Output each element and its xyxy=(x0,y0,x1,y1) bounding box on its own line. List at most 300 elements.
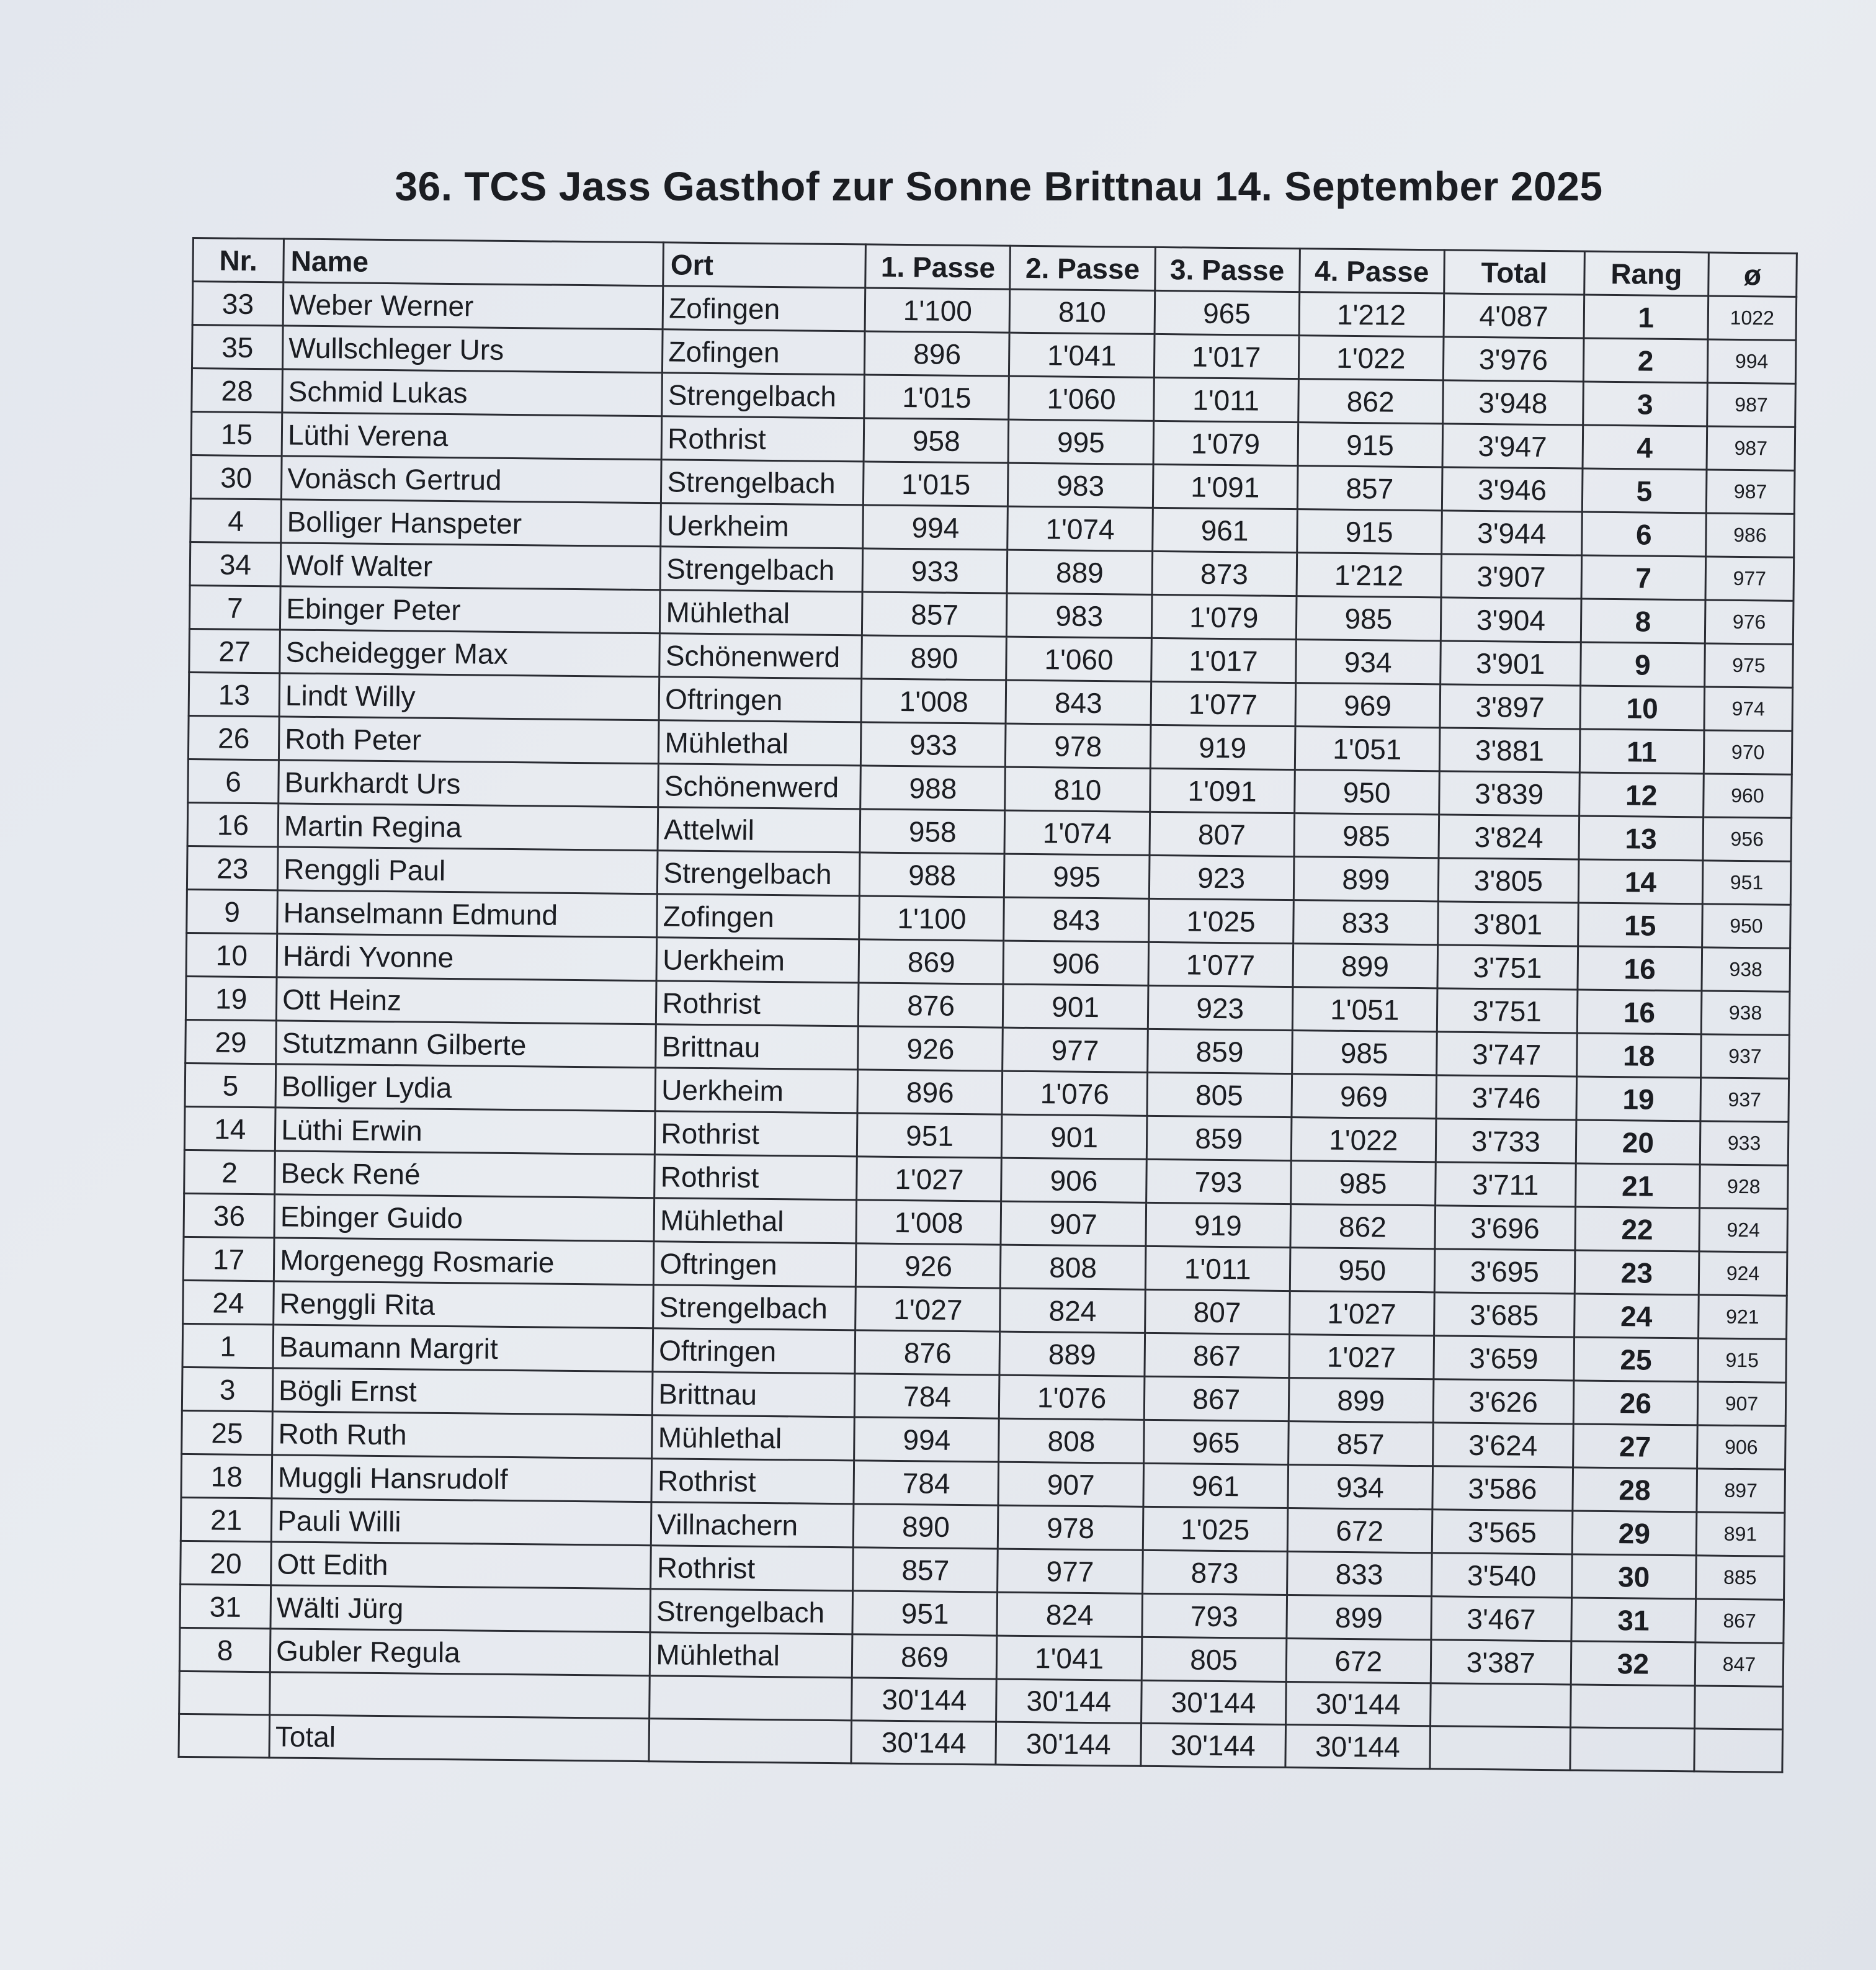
cell-passe-3: 1'091 xyxy=(1153,464,1298,509)
cell-passe-2: 907 xyxy=(998,1462,1143,1507)
cell-average: 915 xyxy=(1698,1338,1787,1382)
cell-passe-3: 919 xyxy=(1150,725,1295,769)
cell-passe-3: 1'025 xyxy=(1143,1507,1288,1551)
cell-passe-4: 934 xyxy=(1288,1465,1433,1510)
cell-nr: 17 xyxy=(183,1237,274,1281)
header-passe-3: 3. Passe xyxy=(1155,247,1300,292)
header-name: Name xyxy=(284,239,664,286)
cell-passe-3: 1'091 xyxy=(1150,768,1295,813)
cell-name: Muggli Hansrudolf xyxy=(272,1455,652,1502)
cell-passe-3: 1'077 xyxy=(1151,681,1296,726)
cell-rang: 1 xyxy=(1584,295,1708,339)
cell-name: Roth Peter xyxy=(279,717,659,764)
cell-rang: 15 xyxy=(1578,903,1702,947)
cell-ort: Strengelbach xyxy=(650,1589,853,1634)
cell-average: 906 xyxy=(1697,1425,1785,1469)
cell-passe-4: 1'022 xyxy=(1298,336,1444,380)
header-rang: Rang xyxy=(1584,251,1709,296)
total-rang xyxy=(1570,1727,1695,1771)
cell-passe-1: 857 xyxy=(862,592,1007,637)
cell-passe-2: 810 xyxy=(1005,767,1150,812)
cell-passe-2: 843 xyxy=(1006,680,1151,725)
cell-name: Lindt Willy xyxy=(279,673,659,720)
cell-passe-2: 995 xyxy=(1004,854,1150,898)
cell-passe-4: 857 xyxy=(1297,466,1442,511)
cell-rang: 28 xyxy=(1573,1467,1697,1512)
cell-passe-3: 1'077 xyxy=(1148,942,1293,987)
cell-passe-3: 1'025 xyxy=(1148,898,1293,943)
cell-name: Vonäsch Gertrud xyxy=(281,456,661,503)
cell-passe-4: 1'051 xyxy=(1292,987,1437,1032)
cell-passe-4: 899 xyxy=(1293,944,1438,988)
cell-passe-3: 793 xyxy=(1141,1593,1287,1638)
cell-passe-4: 862 xyxy=(1290,1204,1436,1249)
cell-total: 3'751 xyxy=(1437,988,1578,1033)
cell-ort: Attelwil xyxy=(658,807,860,853)
cell-total: 3'746 xyxy=(1436,1075,1577,1120)
cell-passe-3: 805 xyxy=(1147,1072,1292,1117)
cell-passe-3: 867 xyxy=(1145,1333,1290,1377)
results-table xyxy=(177,237,1797,1773)
cell-passe-4: 969 xyxy=(1295,683,1440,728)
cell-average: 986 xyxy=(1706,513,1795,557)
cell-passe-3: 805 xyxy=(1141,1637,1287,1681)
cell-passe-1: 926 xyxy=(856,1243,1001,1288)
cell-nr: 10 xyxy=(186,933,277,977)
cell-name: Burkhardt Urs xyxy=(279,760,659,807)
cell-passe-1: 994 xyxy=(854,1417,999,1462)
cell-nr: 13 xyxy=(189,672,280,716)
cell-passe-4: 899 xyxy=(1293,857,1439,902)
cell-nr: 31 xyxy=(180,1584,271,1628)
cell-passe-1: 857 xyxy=(853,1547,998,1592)
cell-nr: 20 xyxy=(181,1541,272,1585)
cell-rang: 29 xyxy=(1572,1511,1697,1556)
cell-nr: 9 xyxy=(187,889,278,933)
cell-nr: 18 xyxy=(181,1454,272,1498)
cell-passe-3: 793 xyxy=(1146,1159,1291,1204)
cell-average: 987 xyxy=(1707,426,1795,470)
cell-total: 3'944 xyxy=(1441,511,1582,555)
header-nr: Nr. xyxy=(193,238,284,282)
cell-nr: 19 xyxy=(185,976,277,1020)
cell-passe-2: 906 xyxy=(1001,1158,1146,1202)
cell-passe-4: 672 xyxy=(1286,1639,1431,1683)
cell-total: 3'711 xyxy=(1435,1162,1576,1207)
subtotal-name xyxy=(270,1672,650,1719)
cell-passe-1: 876 xyxy=(855,1330,1000,1375)
cell-passe-3: 1'011 xyxy=(1153,377,1298,422)
cell-ort: Zofingen xyxy=(657,894,860,939)
cell-nr: 8 xyxy=(179,1627,270,1672)
cell-name: Ebinger Peter xyxy=(280,586,660,634)
cell-total: 3'805 xyxy=(1438,858,1579,903)
cell-rang: 13 xyxy=(1579,816,1704,861)
cell-name: Härdi Yvonne xyxy=(277,934,657,981)
cell-passe-1: 926 xyxy=(858,1026,1003,1071)
cell-average: 994 xyxy=(1707,339,1796,383)
cell-rang: 16 xyxy=(1577,990,1702,1034)
cell-passe-3: 1'011 xyxy=(1145,1246,1290,1291)
cell-total: 3'467 xyxy=(1431,1596,1572,1641)
cell-passe-1: 933 xyxy=(861,722,1006,767)
cell-ort: Oftringen xyxy=(659,677,862,722)
cell-passe-2: 1'041 xyxy=(997,1636,1142,1680)
cell-passe-1: 994 xyxy=(863,505,1008,550)
cell-rang: 31 xyxy=(1571,1598,1696,1642)
cell-ort: Strengelbach xyxy=(660,547,863,592)
cell-name: Lüthi Verena xyxy=(282,413,662,460)
cell-total: 3'904 xyxy=(1440,598,1581,642)
cell-passe-4: 915 xyxy=(1298,423,1443,467)
cell-average: 975 xyxy=(1705,643,1793,687)
cell-passe-4: 985 xyxy=(1296,596,1441,641)
cell-passe-1: 784 xyxy=(855,1374,1000,1418)
cell-passe-3: 873 xyxy=(1152,551,1297,596)
cell-passe-1: 933 xyxy=(862,548,1007,593)
cell-passe-3: 859 xyxy=(1146,1116,1292,1160)
cell-passe-2: 983 xyxy=(1007,593,1152,638)
cell-average: 970 xyxy=(1704,730,1792,774)
cell-passe-2: 1'041 xyxy=(1009,333,1155,377)
cell-passe-2: 978 xyxy=(1006,723,1151,768)
subtotal-nr xyxy=(179,1671,270,1714)
cell-average: 907 xyxy=(1697,1382,1786,1426)
cell-passe-2: 824 xyxy=(997,1592,1142,1637)
cell-passe-4: 672 xyxy=(1287,1508,1432,1553)
cell-nr: 7 xyxy=(189,585,280,629)
cell-total: 3'387 xyxy=(1431,1640,1571,1685)
cell-average: 891 xyxy=(1696,1512,1785,1556)
cell-nr: 3 xyxy=(182,1367,273,1411)
cell-rang: 24 xyxy=(1574,1294,1699,1338)
cell-name: Ott Edith xyxy=(271,1542,651,1589)
cell-ort: Mühlethal xyxy=(659,720,862,766)
cell-passe-2: 889 xyxy=(999,1332,1145,1376)
cell-name: Bögli Ernst xyxy=(272,1368,653,1415)
cell-ort: Uerkheim xyxy=(661,503,864,548)
cell-average: 924 xyxy=(1699,1251,1787,1296)
cell-passe-1: 1'027 xyxy=(857,1157,1002,1201)
cell-name: Renggli Paul xyxy=(277,847,658,894)
cell-nr: 15 xyxy=(191,412,282,456)
cell-total: 4'087 xyxy=(1444,293,1584,338)
cell-average: 867 xyxy=(1695,1599,1784,1643)
total-passe-4: 30'144 xyxy=(1285,1725,1431,1769)
cell-name: Morgenegg Rosmarie xyxy=(274,1238,654,1285)
cell-ort: Mühlethal xyxy=(650,1632,853,1678)
cell-ort: Brittnau xyxy=(656,1024,859,1070)
cell-nr: 26 xyxy=(188,715,279,759)
cell-nr: 29 xyxy=(185,1019,277,1063)
cell-name: Ott Heinz xyxy=(276,977,656,1024)
cell-name: Bolliger Hanspeter xyxy=(281,499,661,547)
cell-passe-3: 867 xyxy=(1144,1376,1289,1421)
cell-total: 3'801 xyxy=(1437,902,1578,946)
cell-ort: Mühlethal xyxy=(654,1198,857,1243)
cell-passe-2: 843 xyxy=(1004,897,1149,942)
cell-passe-4: 1'212 xyxy=(1299,292,1444,337)
cell-average: 974 xyxy=(1704,687,1793,731)
cell-ort: Villnachern xyxy=(651,1502,854,1547)
cell-ort: Rothrist xyxy=(655,1111,858,1157)
cell-passe-1: 1'100 xyxy=(865,288,1010,333)
cell-ort: Mühlethal xyxy=(660,590,863,635)
cell-name: Scheidegger Max xyxy=(280,630,660,677)
cell-ort: Schönenwerd xyxy=(659,634,862,679)
cell-ort: Rothrist xyxy=(661,416,864,462)
cell-rang: 18 xyxy=(1576,1033,1701,1078)
cell-passe-2: 808 xyxy=(999,1418,1144,1463)
cell-name: Wolf Walter xyxy=(280,543,661,590)
cell-ort: Rothrist xyxy=(656,981,859,1026)
cell-rang: 19 xyxy=(1576,1077,1701,1121)
cell-rang: 3 xyxy=(1583,382,1707,426)
cell-passe-3: 1'017 xyxy=(1154,334,1299,378)
cell-name: Bolliger Lydia xyxy=(275,1064,656,1111)
cell-nr: 24 xyxy=(183,1280,274,1324)
cell-nr: 23 xyxy=(187,846,278,890)
cell-passe-3: 965 xyxy=(1143,1420,1289,1464)
cell-average: 924 xyxy=(1699,1208,1788,1252)
cell-ort: Rothrist xyxy=(651,1546,854,1591)
header-ort: Ort xyxy=(663,243,866,288)
total-passe-3: 30'144 xyxy=(1140,1723,1285,1767)
cell-passe-1: 876 xyxy=(859,983,1004,1028)
cell-nr: 14 xyxy=(184,1106,275,1150)
header-passe-4: 4. Passe xyxy=(1299,249,1444,293)
cell-passe-1: 951 xyxy=(857,1113,1003,1158)
cell-passe-3: 961 xyxy=(1152,508,1297,552)
cell-passe-4: 985 xyxy=(1294,813,1439,858)
cell-nr: 30 xyxy=(190,455,282,499)
cell-passe-3: 919 xyxy=(1146,1202,1291,1247)
header-total: Total xyxy=(1444,250,1584,295)
cell-nr: 21 xyxy=(181,1497,272,1541)
cell-rang: 2 xyxy=(1583,338,1708,383)
cell-passe-2: 889 xyxy=(1007,550,1153,594)
cell-total: 3'624 xyxy=(1432,1423,1573,1467)
cell-passe-3: 1'079 xyxy=(1153,421,1298,465)
cell-passe-4: 1'027 xyxy=(1289,1291,1434,1336)
cell-passe-3: 1'017 xyxy=(1151,638,1296,683)
cell-passe-2: 906 xyxy=(1003,941,1148,985)
cell-passe-1: 869 xyxy=(852,1634,998,1679)
cell-average: 847 xyxy=(1695,1642,1784,1686)
cell-name: Hanselmann Edmund xyxy=(277,890,658,938)
cell-total: 3'586 xyxy=(1432,1466,1573,1511)
cell-name: Weber Werner xyxy=(283,282,663,329)
cell-rang: 12 xyxy=(1579,772,1704,817)
cell-name: Martin Regina xyxy=(278,804,658,851)
cell-passe-3: 873 xyxy=(1142,1550,1287,1595)
cell-passe-3: 807 xyxy=(1150,812,1295,856)
cell-rang: 7 xyxy=(1581,555,1706,600)
cell-total: 3'695 xyxy=(1434,1249,1575,1294)
results-table-wrapper xyxy=(177,237,1797,1773)
cell-passe-1: 958 xyxy=(864,418,1009,463)
cell-nr: 4 xyxy=(190,498,282,542)
cell-passe-2: 824 xyxy=(1000,1288,1145,1333)
cell-rang: 30 xyxy=(1571,1554,1696,1599)
cell-total: 3'824 xyxy=(1439,815,1579,859)
total-nr xyxy=(179,1714,270,1757)
cell-passe-4: 899 xyxy=(1287,1595,1432,1640)
cell-name: Gubler Regula xyxy=(270,1629,650,1676)
cell-average: 960 xyxy=(1703,774,1792,818)
total-passe-2: 30'144 xyxy=(996,1722,1141,1766)
cell-ort: Zofingen xyxy=(663,286,865,331)
cell-passe-2: 978 xyxy=(998,1505,1143,1550)
cell-nr: 36 xyxy=(184,1193,275,1237)
cell-total: 3'947 xyxy=(1442,424,1583,468)
cell-passe-4: 934 xyxy=(1295,640,1440,684)
cell-passe-4: 950 xyxy=(1294,770,1439,815)
cell-total: 3'696 xyxy=(1435,1206,1576,1250)
cell-passe-4: 969 xyxy=(1292,1074,1437,1119)
cell-passe-1: 1'008 xyxy=(861,679,1006,723)
cell-rang: 27 xyxy=(1573,1424,1697,1469)
cell-total: 3'881 xyxy=(1439,728,1580,772)
cell-total: 3'901 xyxy=(1440,641,1581,686)
cell-passe-4: 857 xyxy=(1288,1422,1433,1466)
cell-passe-4: 1'212 xyxy=(1297,553,1442,598)
cell-average: 937 xyxy=(1700,1034,1789,1078)
cell-nr: 35 xyxy=(192,325,283,369)
cell-total: 3'897 xyxy=(1440,684,1581,729)
cell-passe-1: 1'027 xyxy=(855,1287,1001,1332)
cell-passe-1: 1'015 xyxy=(864,462,1009,506)
cell-nr: 34 xyxy=(190,542,281,586)
cell-nr: 28 xyxy=(192,369,283,413)
cell-passe-4: 833 xyxy=(1287,1552,1432,1596)
cell-rang: 11 xyxy=(1579,729,1704,774)
subtotal-passe-1: 30'144 xyxy=(852,1678,997,1722)
cell-average: 937 xyxy=(1700,1078,1789,1122)
cell-passe-4: 899 xyxy=(1289,1378,1434,1423)
cell-passe-4: 950 xyxy=(1290,1248,1435,1292)
cell-passe-1: 896 xyxy=(865,331,1010,376)
cell-passe-4: 1'022 xyxy=(1291,1117,1436,1162)
header-average: ø xyxy=(1708,253,1797,297)
subtotal-ort xyxy=(650,1676,852,1721)
cell-total: 3'976 xyxy=(1443,337,1584,382)
cell-passe-2: 995 xyxy=(1009,419,1154,464)
cell-passe-1: 988 xyxy=(860,853,1005,897)
cell-average: 956 xyxy=(1703,817,1792,861)
cell-passe-3: 965 xyxy=(1155,290,1300,335)
cell-passe-2: 810 xyxy=(1010,289,1155,334)
header-passe-1: 1. Passe xyxy=(865,244,1011,289)
cell-total: 3'540 xyxy=(1431,1553,1572,1598)
cell-name: Schmid Lukas xyxy=(282,369,663,416)
cell-average: 933 xyxy=(1700,1121,1789,1165)
cell-passe-3: 923 xyxy=(1149,855,1294,900)
cell-nr: 1 xyxy=(182,1323,274,1368)
subtotal-rang xyxy=(1570,1685,1695,1729)
cell-total: 3'946 xyxy=(1442,467,1583,512)
cell-ort: Mühlethal xyxy=(652,1415,855,1461)
cell-ort: Strengelbach xyxy=(662,373,865,418)
cell-passe-3: 859 xyxy=(1147,1029,1292,1073)
cell-ort: Brittnau xyxy=(653,1372,855,1417)
cell-average: 951 xyxy=(1702,861,1791,905)
cell-rang: 22 xyxy=(1575,1207,1700,1251)
cell-average: 950 xyxy=(1702,904,1790,948)
cell-passe-4: 1'027 xyxy=(1289,1335,1434,1379)
cell-rang: 23 xyxy=(1574,1250,1699,1295)
cell-total: 3'565 xyxy=(1432,1510,1573,1554)
cell-rang: 4 xyxy=(1583,425,1707,470)
cell-passe-1: 1'008 xyxy=(856,1200,1001,1245)
cell-average: 976 xyxy=(1705,600,1793,644)
cell-passe-3: 807 xyxy=(1145,1289,1290,1334)
cell-average: 921 xyxy=(1698,1295,1787,1339)
cell-total: 3'685 xyxy=(1434,1292,1574,1337)
page-title: 36. TCS Jass Gasthof zur Sonne Brittnau 14. September 2025 xyxy=(395,163,1603,209)
cell-name: Ebinger Guido xyxy=(274,1194,654,1242)
cell-passe-2: 901 xyxy=(1002,1114,1147,1159)
cell-ort: Strengelbach xyxy=(653,1285,856,1330)
cell-ort: Schönenwerd xyxy=(658,764,861,809)
cell-rang: 10 xyxy=(1580,686,1705,730)
cell-total: 3'948 xyxy=(1442,380,1583,425)
cell-average: 928 xyxy=(1699,1165,1788,1209)
cell-ort: Uerkheim xyxy=(656,938,859,983)
cell-total: 3'907 xyxy=(1441,554,1582,599)
cell-average: 938 xyxy=(1702,947,1790,992)
cell-name: Wullschleger Urs xyxy=(283,326,663,373)
subtotal-passe-2: 30'144 xyxy=(996,1679,1141,1723)
cell-ort: Oftringen xyxy=(654,1242,857,1287)
cell-rang: 20 xyxy=(1576,1120,1700,1165)
cell-ort: Strengelbach xyxy=(658,851,860,896)
cell-name: Wälti Jürg xyxy=(270,1585,651,1632)
cell-passe-4: 985 xyxy=(1290,1161,1436,1206)
cell-passe-2: 1'074 xyxy=(1007,506,1153,551)
cell-rang: 25 xyxy=(1574,1337,1699,1382)
cell-name: Roth Ruth xyxy=(272,1412,653,1459)
cell-rang: 14 xyxy=(1578,859,1703,904)
cell-rang: 9 xyxy=(1580,642,1705,687)
total-label: Total xyxy=(269,1715,650,1762)
cell-name: Stutzmann Gilberte xyxy=(276,1021,656,1068)
cell-nr: 33 xyxy=(192,282,284,326)
cell-ort: Uerkheim xyxy=(655,1068,858,1113)
cell-nr: 5 xyxy=(185,1063,276,1107)
cell-passe-2: 983 xyxy=(1008,463,1153,508)
cell-name: Lüthi Erwin xyxy=(275,1108,655,1155)
total-passe-1: 30'144 xyxy=(851,1721,996,1765)
cell-nr: 25 xyxy=(182,1410,273,1454)
cell-nr: 16 xyxy=(187,802,279,846)
cell-rang: 6 xyxy=(1581,512,1706,557)
total-total xyxy=(1430,1726,1571,1770)
subtotal-passe-4: 30'144 xyxy=(1285,1682,1431,1726)
cell-passe-1: 869 xyxy=(859,939,1004,984)
cell-passe-2: 808 xyxy=(1001,1245,1146,1289)
total-ort xyxy=(649,1719,852,1763)
cell-total: 3'733 xyxy=(1436,1119,1576,1163)
cell-average: 885 xyxy=(1695,1556,1784,1600)
subtotal-passe-3: 30'144 xyxy=(1141,1680,1286,1724)
cell-rang: 16 xyxy=(1578,946,1702,991)
cell-nr: 27 xyxy=(189,629,280,673)
cell-ort: Rothrist xyxy=(654,1155,857,1200)
cell-passe-1: 896 xyxy=(857,1070,1003,1114)
cell-rang: 8 xyxy=(1581,599,1705,643)
cell-passe-4: 1'051 xyxy=(1295,727,1440,771)
